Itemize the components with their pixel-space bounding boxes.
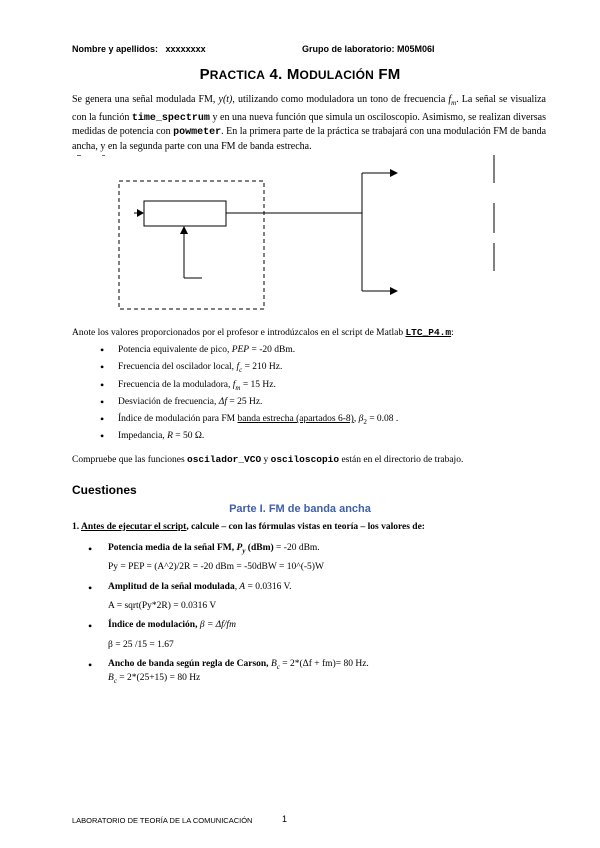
anote-colon: : xyxy=(451,328,454,338)
param-symbol: , β xyxy=(353,414,364,425)
item-label: Potencia media de la señal FM, xyxy=(108,543,237,553)
block-diagram xyxy=(72,155,512,325)
part-heading: Parte I. FM de banda ancha xyxy=(229,503,371,515)
code-powmeter: powmeter xyxy=(173,127,222,138)
item-label: Ancho de banda según regla de Carson, xyxy=(108,659,271,669)
item-subscript: y xyxy=(242,546,246,555)
list-item xyxy=(100,394,540,411)
list-item xyxy=(100,342,540,359)
item-value: = -20 dBm. xyxy=(273,543,320,553)
bullet-icon: • xyxy=(88,619,93,633)
param-label: Frecuencia del oscilador local, xyxy=(118,362,237,373)
intro-symbol: y(t) xyxy=(218,94,233,105)
item-symbol: B xyxy=(270,659,277,669)
item-value: = 0.0316 V. xyxy=(245,582,292,592)
list-item xyxy=(100,377,540,394)
item-value: = 2*(Δf + fm)= 80 Hz. xyxy=(279,659,369,669)
anote-text: Anote los valores proporcionados por el profesor e introdúzcalos en el script de Matlab xyxy=(72,328,406,338)
param-value: = 0.08 . xyxy=(366,414,399,425)
param-value: = 15 Hz. xyxy=(240,379,276,390)
intro-text: . La señal se visualiza con la función xyxy=(72,94,546,123)
item-text xyxy=(108,659,369,671)
param-label: Impedancia, xyxy=(118,431,168,442)
script-name: LTC_P4.m xyxy=(405,327,452,338)
check-text: están en el directorio de trabajo. xyxy=(339,455,464,465)
input-arrow-icon xyxy=(137,209,144,217)
lab-group: Grupo de laboratorio: M05M06I xyxy=(302,44,435,54)
list-item xyxy=(100,411,540,428)
page-number: 1 xyxy=(282,814,288,824)
code-time-spectrum: time_spectrum xyxy=(131,112,210,124)
intro-text: y en una nueva función que simula un osciloscopio. Asimismo, se realizan diversas medidas de potencia con xyxy=(72,111,546,137)
param-label: Frecuencia de la moduladora, xyxy=(118,379,233,390)
answer-symbol: B xyxy=(108,673,114,683)
code-oscilador-vco: oscilador_VCO xyxy=(187,454,262,465)
param-subscript: m xyxy=(235,383,241,392)
answer-line xyxy=(108,673,200,685)
title-part: ODULACIÓN xyxy=(299,68,374,82)
intro-symbol: f xyxy=(448,94,452,105)
question-underlined: Antes de ejecutar el script xyxy=(80,522,187,532)
param-value: = 25 Hz. xyxy=(226,396,263,407)
bullet-icon: • xyxy=(88,581,93,595)
param-symbol: Δf xyxy=(218,396,227,407)
question-text: , calcule – con las fórmulas vistas en teoría – los valores de: xyxy=(186,522,425,532)
param-symbol: f xyxy=(232,379,236,390)
intro-text: Se genera una señal modulada FM, xyxy=(72,94,219,105)
answer-line: Py = PEP = (A^2)/2R = -20 dBm = -50dBW = 10^(-5)W xyxy=(108,562,324,572)
intro-paragraph xyxy=(72,93,546,153)
answer-text: = 2*(25+15) = 80 Hz xyxy=(116,673,201,683)
check-text: y xyxy=(261,455,271,465)
param-label: Índice de modulación para FM xyxy=(118,414,238,425)
item-text xyxy=(108,582,292,592)
param-value: = -20 dBm. xyxy=(249,345,296,355)
list-item xyxy=(100,359,540,376)
title-part: FM xyxy=(374,66,401,83)
answer-line: A = sqrt(Py*2R) = 0.0316 V xyxy=(108,601,217,611)
param-underlined: banda estrecha (apartados 6-8) xyxy=(237,414,354,425)
item-label: Amplitud de la señal modulada xyxy=(108,582,235,592)
instructions-text xyxy=(72,327,546,338)
question-1 xyxy=(72,522,546,532)
branch-arrow-icon xyxy=(390,287,398,295)
control-arrow-icon xyxy=(180,226,188,234)
page-title xyxy=(0,66,600,83)
header-name-field xyxy=(72,44,206,54)
dashed-subsystem-box xyxy=(119,181,264,309)
item-label: (dBm) xyxy=(245,543,274,553)
title-part: 4. M xyxy=(265,66,300,83)
section-heading: Cuestiones xyxy=(72,483,137,497)
param-symbol: R xyxy=(167,431,173,442)
item-symbol: , A xyxy=(234,582,246,592)
item-subscript: c xyxy=(276,662,280,671)
item-symbol: β xyxy=(199,620,205,630)
item-label: Índice de modulación, xyxy=(108,620,200,630)
intro-subscript: m xyxy=(451,99,457,107)
item-text xyxy=(108,543,320,555)
param-value: = 50 Ω. xyxy=(172,431,205,442)
intro-text: . En la primera parte de la práctica se trabajará con una modulación FM de banda ancha, y en la segunda parte con una FM de banda estrecha. xyxy=(72,126,547,152)
name-label: Nombre y apellidos: xyxy=(72,44,159,54)
param-value: = 210 Hz. xyxy=(242,362,283,373)
bullet-icon: • xyxy=(88,658,93,672)
item-value: = Δf/fm xyxy=(204,620,236,630)
answer-line: β = 25 /15 = 1.67 xyxy=(108,640,174,650)
vco-block xyxy=(144,201,226,226)
question-number: 1. xyxy=(72,522,81,532)
item-symbol: P xyxy=(236,543,243,553)
bullet-icon: • xyxy=(88,542,93,556)
answer-subscript: c xyxy=(113,676,117,685)
param-symbol: PEP xyxy=(231,345,250,355)
code-osciloscopio: osciloscopio xyxy=(270,454,340,465)
title-part: RACTICA xyxy=(209,68,266,82)
check-functions-text xyxy=(72,454,546,465)
param-subscript: c xyxy=(239,366,243,375)
list-item xyxy=(100,428,540,445)
param-symbol: f xyxy=(236,362,240,373)
param-label: Desviación de frecuencia, xyxy=(118,396,219,407)
item-text xyxy=(108,620,236,630)
intro-text: , utilizando como moduladora un tono de frecuencia xyxy=(232,94,449,105)
title-part: P xyxy=(199,66,210,83)
param-subscript: 2 xyxy=(363,418,367,427)
check-text: Compruebe que las funciones xyxy=(72,455,188,465)
parameter-list xyxy=(100,342,540,446)
name-value: xxxxxxxx xyxy=(165,44,206,54)
branch-arrow-icon xyxy=(390,169,398,177)
param-label: Potencia equivalente de pico, xyxy=(118,345,232,355)
footer-lab-name: LABORATORIO DE TEORÍA DE LA COMUNICACIÓN xyxy=(72,816,253,825)
